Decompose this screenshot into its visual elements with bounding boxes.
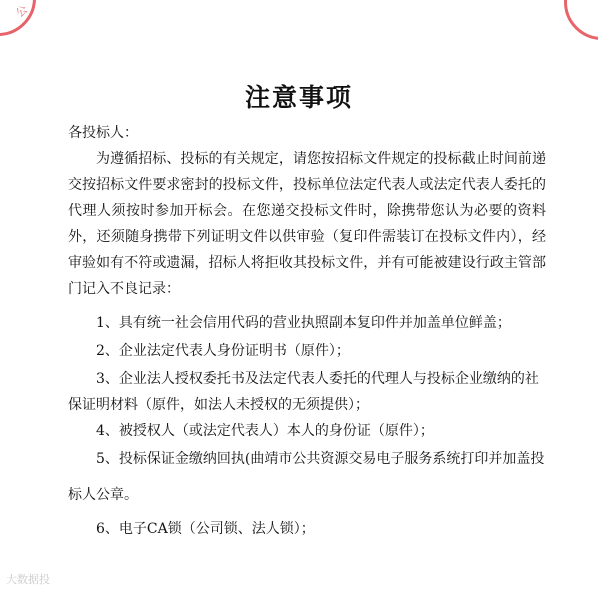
list-item: 3、企业法人授权委托书及法定代表人委托的代理人与投标企业缴纳的社保证明材料（原件，如法人未授权的无须提供）； [68,371,539,413]
list-item-continuation: 标人公章。 [68,487,138,503]
intro-text: 为遵循招标、投标的有关规定，请您按招标文件规定的投标截止时间前递交按招标文件要求密封的投标文件，投标单位法定代表人或法定代表人委托的代理人须按时参加开标会。在您递交投标文件时，除携带您认为必要的资料外，还须随身携带下列证明文件以供审验（复印件需装订在投标文件内），经审验如有不符或遗漏，招标人将拒收其投标文件，并有可能被建设行政主管部门记入不良记录： [68,151,546,297]
page-title: 注意事项 [244,83,353,112]
list-item: 4、被授权人（或法定代表人）本人的身份证（原件）； [96,423,434,439]
watermark: 大数据投 [6,573,50,586]
list-item: 6、电子CA锁（公司锁、法人锁）； [96,521,315,537]
official-seal-top-left [0,0,36,36]
list-item: 5、投标保证金缴纳回执(曲靖市公共资源交易电子服务系统打印并加盖投 [96,451,545,467]
official-seal-top-right [564,0,598,40]
list-item: 2、企业法定代表人身份证明书（原件）； [96,343,350,359]
seal-text: 公 [13,2,31,20]
intro-paragraph [68,146,546,302]
list-item: 1、具有统一社会信用代码的营业执照副本复印件并加盖单位鲜盖； [96,315,511,331]
salutation: 各投标人： [68,125,138,141]
